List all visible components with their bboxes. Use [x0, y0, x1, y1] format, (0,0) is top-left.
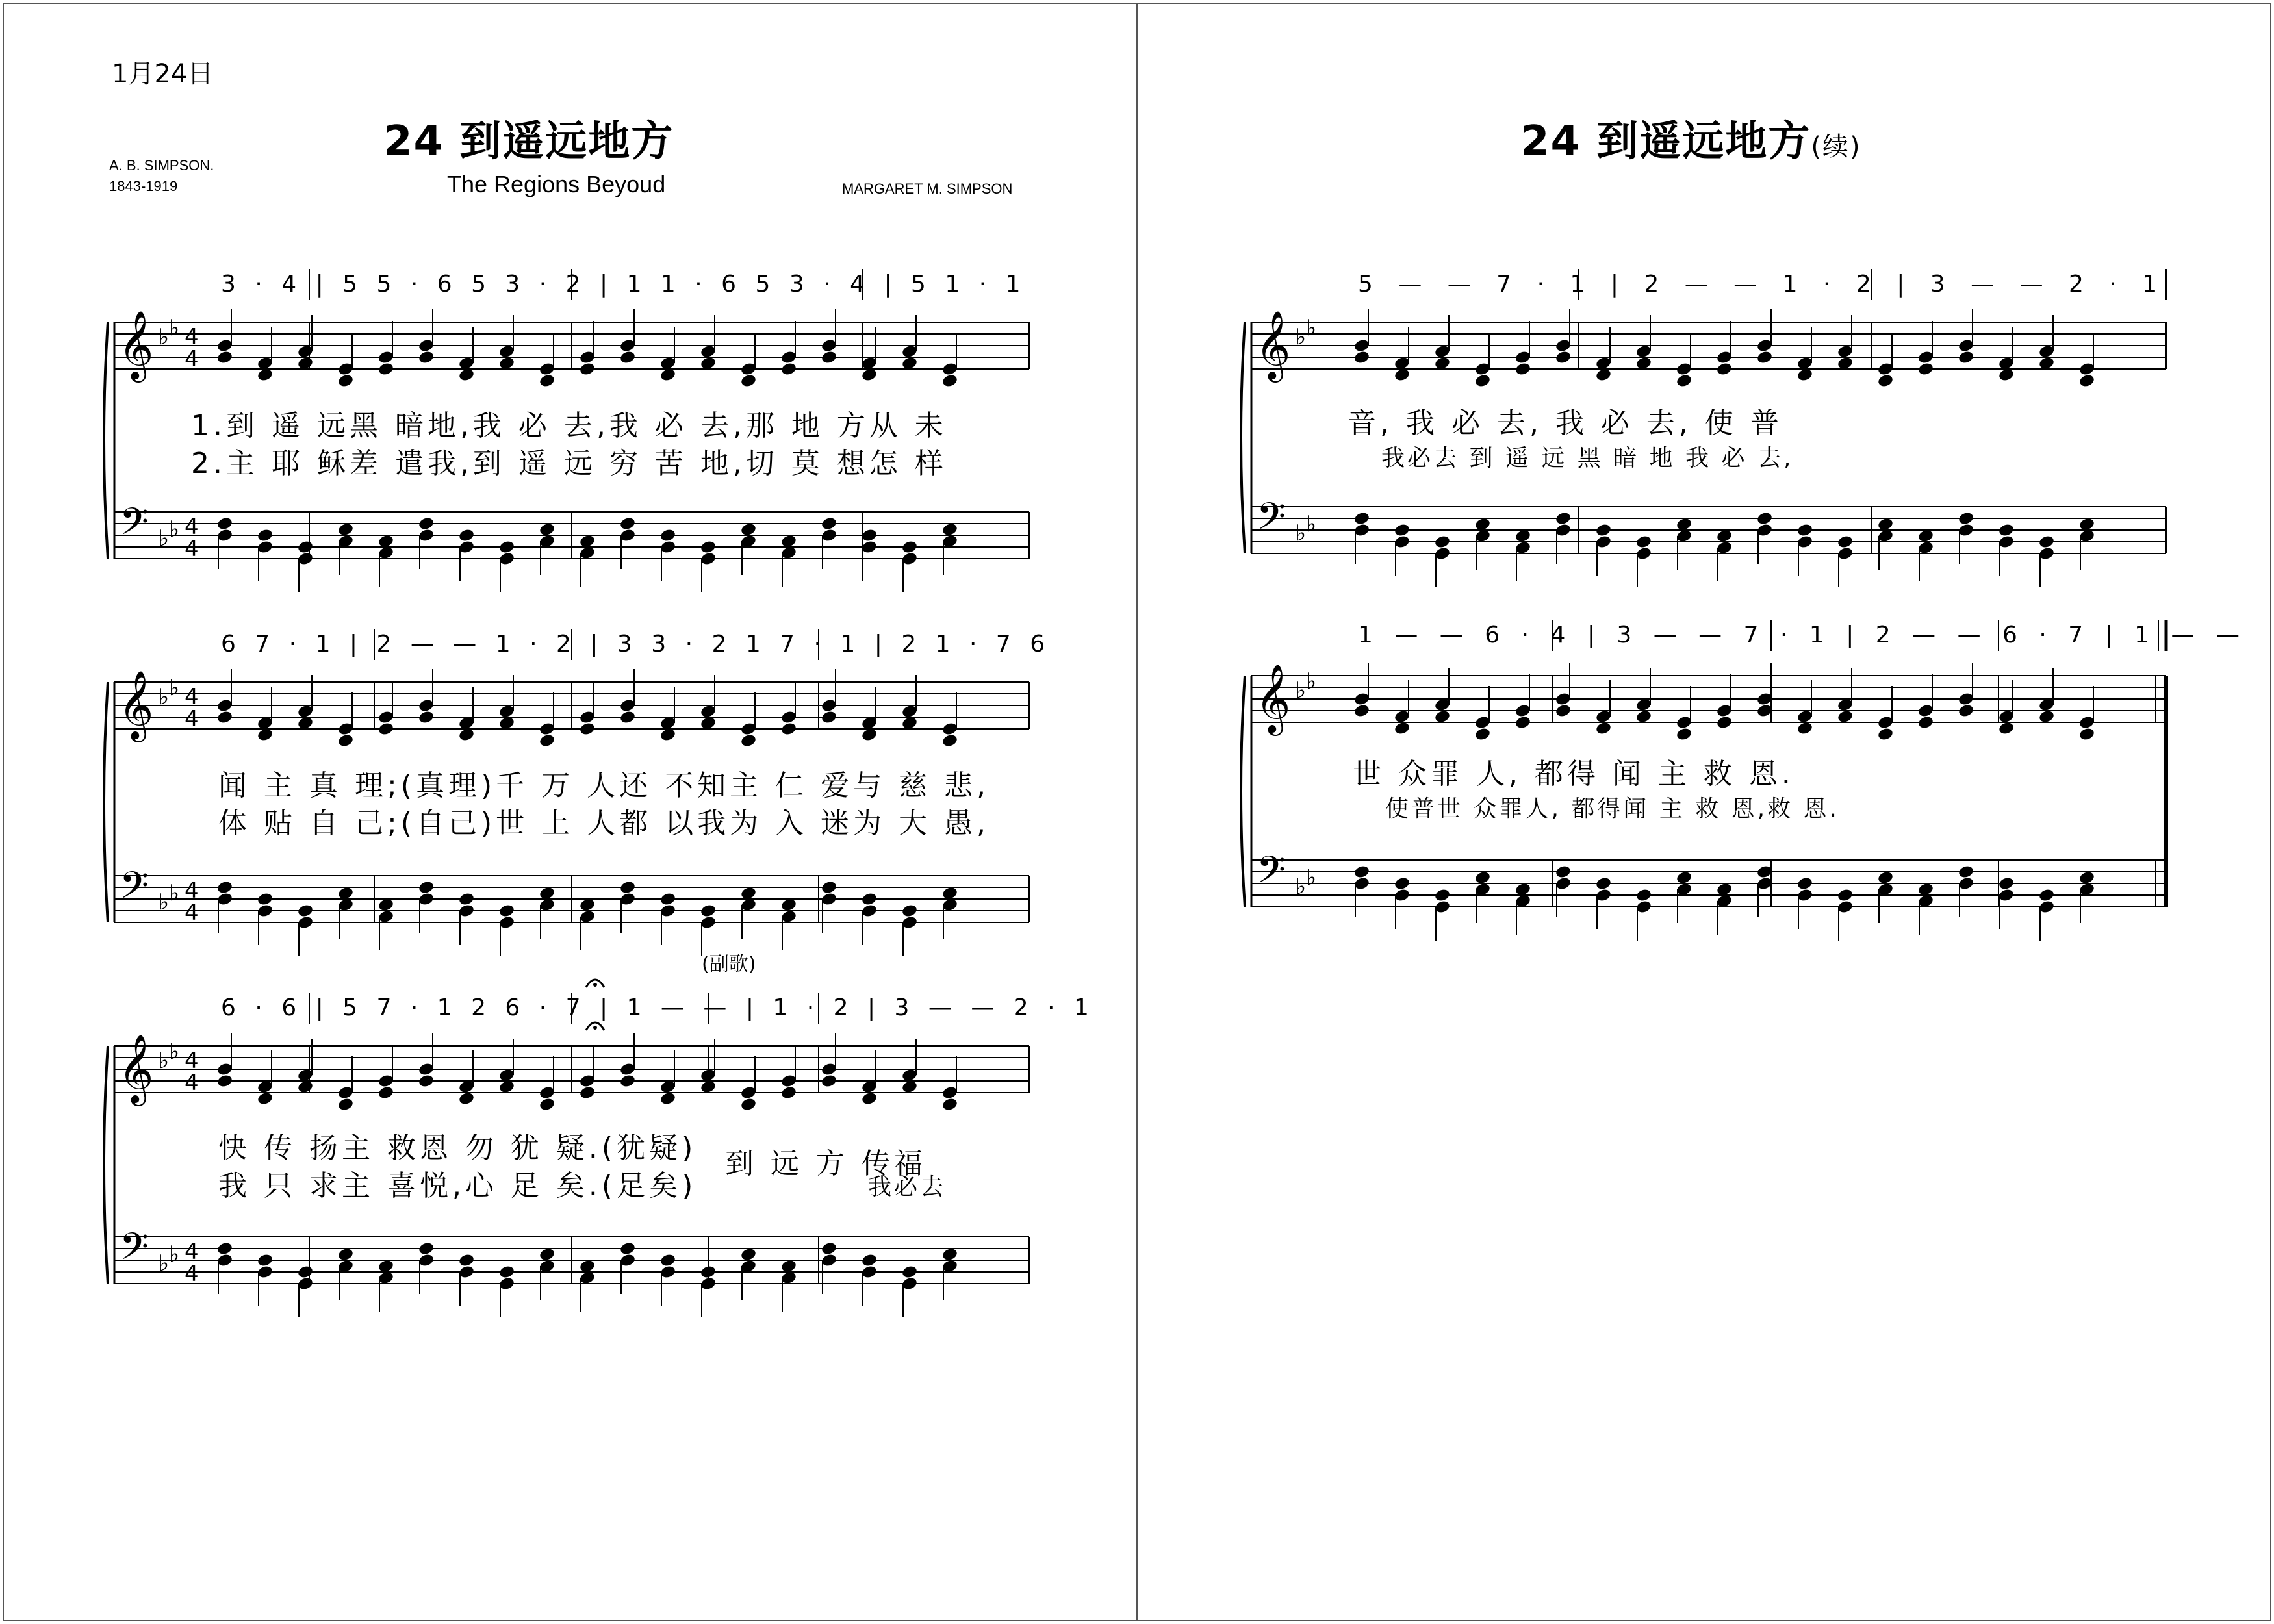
treble-notehead — [458, 1091, 475, 1106]
bass-notehead — [1353, 511, 1370, 526]
treble-notehead — [337, 1097, 354, 1112]
treble-notehead — [418, 710, 435, 725]
treble-notehead — [1796, 721, 1813, 736]
treble-notehead — [297, 356, 314, 371]
treble-notehead — [1796, 368, 1813, 383]
bass-notehead — [861, 892, 878, 907]
treble-notehead — [780, 1085, 797, 1100]
bass-notehead — [297, 904, 314, 919]
bass-notehead — [659, 892, 676, 907]
bass-notehead — [659, 1253, 676, 1268]
treble-notehead — [458, 368, 475, 383]
treble-notehead — [659, 368, 676, 383]
bass-notehead — [1353, 865, 1370, 880]
treble-notehead — [821, 710, 837, 725]
treble-notehead — [1756, 350, 1773, 365]
bass-notehead — [377, 534, 394, 549]
bass-notehead — [297, 540, 314, 555]
treble-notehead — [1837, 709, 1854, 724]
composer-name: MARGARET M. SIMPSON — [842, 181, 1013, 197]
bass-notehead — [579, 898, 596, 913]
treble-notehead — [1353, 704, 1370, 718]
treble-clef-icon: 𝄞 — [118, 670, 154, 739]
time-signature-bottom: 4 — [185, 706, 199, 732]
treble-notehead — [1595, 368, 1612, 383]
numbered-line-l3: 6 · 6 | 5 7 · 1 2 6 · 7 | 1 — — | 1 · 2 | 3 — — 2 · 1 — [221, 995, 1089, 1021]
treble-notehead — [1917, 362, 1934, 377]
bass-notehead — [1917, 882, 1934, 897]
system-brace — [104, 1046, 108, 1284]
bass-notehead — [297, 1265, 314, 1280]
flat-icon: ♭ — [169, 315, 180, 341]
treble-notehead — [458, 728, 475, 742]
treble-notehead — [2038, 356, 2055, 371]
bass-notehead — [1555, 511, 1572, 526]
flat-icon: ♭ — [1306, 668, 1317, 694]
flat-icon: ♭ — [169, 880, 180, 906]
bass-notehead — [740, 886, 757, 901]
bass-notehead — [780, 898, 797, 913]
fermata-dot — [593, 1026, 597, 1030]
flat-icon: ♭ — [159, 1048, 170, 1074]
treble-notehead — [941, 1097, 958, 1112]
system-brace — [104, 682, 108, 922]
lyrics-l3-chorus: 到 远 方 传福 — [725, 1147, 926, 1180]
bass-notehead — [1635, 888, 1652, 903]
bass-notehead — [901, 904, 918, 919]
bass-notehead — [1595, 876, 1612, 891]
bass-notehead — [2038, 888, 2055, 903]
bass-notehead — [1595, 523, 1612, 538]
lyrics-l1-verse1: 1.到 遥 远黑 暗地,我 必 去,我 必 去,那 地 方从 未 — [191, 409, 947, 442]
bass-notehead — [2038, 535, 2055, 550]
bass-notehead — [821, 880, 837, 895]
treble-notehead — [337, 733, 354, 748]
bass-notehead — [1958, 865, 1974, 880]
treble-notehead — [216, 1074, 233, 1089]
treble-notehead — [901, 716, 918, 731]
bass-clef-icon: 𝄢 — [1257, 494, 1286, 548]
treble-notehead — [780, 722, 797, 737]
bass-notehead — [1877, 517, 1894, 532]
treble-notehead — [1917, 715, 1934, 730]
bass-notehead — [498, 904, 515, 919]
bass-notehead — [1394, 523, 1411, 538]
flat-icon: ♭ — [169, 1039, 180, 1065]
fermata-dot — [593, 983, 597, 987]
bass-notehead — [418, 1241, 435, 1256]
bass-notehead — [458, 528, 475, 543]
hymn-title-right-text: 24 到遥远地方 — [1520, 118, 1811, 166]
bass-notehead — [1676, 870, 1693, 885]
bass-notehead — [1837, 535, 1854, 550]
treble-notehead — [861, 1091, 878, 1106]
flat-icon: ♭ — [159, 1250, 170, 1276]
bass-clef-icon: 𝄢 — [120, 863, 149, 917]
bass-notehead — [458, 892, 475, 907]
bass-notehead — [1796, 876, 1813, 891]
flat-icon: ♭ — [169, 516, 180, 542]
bass-notehead — [1716, 529, 1733, 544]
treble-notehead — [377, 1085, 394, 1100]
treble-notehead — [700, 716, 717, 731]
lyrics-l3-chorus-alto: 我必去 — [868, 1174, 947, 1200]
treble-notehead — [1434, 356, 1451, 371]
time-signature-top: 4 — [185, 1239, 199, 1265]
time-signature-top: 4 — [185, 324, 199, 350]
treble-notehead — [498, 1080, 515, 1095]
treble-notehead — [1716, 362, 1733, 377]
bass-notehead — [1877, 870, 1894, 885]
bass-notehead — [579, 1259, 596, 1274]
treble-notehead — [619, 710, 636, 725]
bass-notehead — [941, 522, 958, 537]
treble-notehead — [901, 356, 918, 371]
treble-notehead — [2078, 374, 2095, 388]
treble-notehead — [337, 374, 354, 388]
bass-notehead — [821, 516, 837, 531]
bass-notehead — [941, 886, 958, 901]
treble-notehead — [740, 1097, 757, 1112]
treble-notehead — [941, 374, 958, 388]
treble-notehead — [377, 362, 394, 377]
bass-notehead — [1998, 876, 2015, 891]
bass-notehead — [1796, 523, 1813, 538]
treble-notehead — [1676, 727, 1693, 742]
flat-icon: ♭ — [169, 1241, 180, 1267]
lyrics-l1-verse2: 2.主 耶 稣差 遣我,到 遥 远 穷 苦 地,切 莫 想怎 样 — [191, 447, 947, 480]
bass-notehead — [700, 1265, 717, 1280]
bass-notehead — [216, 1241, 233, 1256]
treble-notehead — [659, 728, 676, 742]
hymn-subtitle: The Regions Beyoud — [447, 171, 666, 197]
bass-notehead — [458, 1253, 475, 1268]
bass-notehead — [780, 1259, 797, 1274]
bass-notehead — [659, 528, 676, 543]
system-brace — [1241, 322, 1245, 553]
continued-label: (续) — [1811, 132, 1861, 162]
numbered-line-r2: 1 — — 6 · 4 | 3 — — 7 · 1 | 2 — — 6 · 7 | 1 — — — [1358, 622, 2240, 648]
bass-notehead — [2078, 870, 2095, 885]
bass-clef-icon: 𝄢 — [1257, 848, 1286, 901]
time-signature-bottom: 4 — [185, 536, 199, 562]
treble-notehead — [297, 716, 314, 731]
treble-notehead — [579, 362, 596, 377]
bass-clef-icon: 𝄢 — [120, 500, 149, 553]
bass-notehead — [1756, 511, 1773, 526]
bass-notehead — [579, 534, 596, 549]
flat-icon: ♭ — [159, 889, 170, 915]
treble-notehead — [2078, 727, 2095, 742]
treble-notehead — [821, 350, 837, 365]
treble-clef-icon: 𝄞 — [118, 1034, 154, 1103]
treble-clef-icon: 𝄞 — [1255, 310, 1291, 379]
hymn-date: 1月24日 — [112, 59, 214, 89]
bass-notehead — [901, 540, 918, 555]
treble-notehead — [1635, 709, 1652, 724]
bass-notehead — [1837, 888, 1854, 903]
treble-notehead — [579, 722, 596, 737]
flat-icon: ♭ — [1296, 520, 1307, 546]
time-signature-top: 4 — [185, 684, 199, 710]
bass-notehead — [821, 1241, 837, 1256]
bass-notehead — [216, 880, 233, 895]
bass-notehead — [337, 1247, 354, 1262]
numbered-line-r1: 5 — — 7 · 1 | 2 — — 1 · 2 | 3 — — 2 · 1 — [1358, 271, 2158, 298]
treble-notehead — [498, 716, 515, 731]
numbered-line-l1: 3 · 4 | 5 5 · 6 5 3 · 2 | 1 1 · 6 5 3 · 4 | 5 1 · 1 — [221, 271, 1021, 298]
treble-notehead — [1555, 704, 1572, 718]
bass-notehead — [1917, 529, 1934, 544]
treble-notehead — [257, 368, 274, 383]
bass-notehead — [1474, 517, 1491, 532]
treble-notehead — [700, 1080, 717, 1095]
bass-notehead — [901, 1265, 918, 1280]
bass-notehead — [539, 886, 556, 901]
bass-notehead — [1434, 535, 1451, 550]
flat-icon: ♭ — [159, 526, 170, 552]
treble-notehead — [861, 368, 878, 383]
flat-icon: ♭ — [169, 675, 180, 701]
system-brace — [1241, 676, 1245, 907]
lyrics-l3-verse2: 我 只 求主 喜悦,心 足 矣.(足矣) — [218, 1169, 697, 1202]
treble-notehead — [1474, 374, 1491, 388]
flat-icon: ♭ — [159, 684, 170, 710]
treble-notehead — [1958, 350, 1974, 365]
treble-notehead — [901, 1080, 918, 1095]
bass-notehead — [1514, 882, 1531, 897]
treble-notehead — [297, 1080, 314, 1095]
system-brace — [104, 322, 108, 559]
bass-notehead — [498, 540, 515, 555]
flat-icon: ♭ — [1296, 324, 1307, 350]
bass-notehead — [740, 1247, 757, 1262]
treble-notehead — [257, 1091, 274, 1106]
bass-notehead — [941, 1247, 958, 1262]
treble-notehead — [216, 350, 233, 365]
bass-notehead — [740, 522, 757, 537]
treble-notehead — [780, 362, 797, 377]
treble-notehead — [740, 374, 757, 388]
bass-notehead — [418, 880, 435, 895]
bass-notehead — [1434, 888, 1451, 903]
treble-clef-icon: 𝄞 — [1255, 663, 1291, 733]
flat-icon: ♭ — [159, 324, 170, 350]
treble-notehead — [2038, 709, 2055, 724]
treble-notehead — [1958, 704, 1974, 718]
time-signature-bottom: 4 — [185, 900, 199, 926]
flat-icon: ♭ — [1306, 315, 1317, 341]
bass-notehead — [619, 516, 636, 531]
author-dates: 1843-1919 — [109, 178, 178, 194]
bass-notehead — [377, 1259, 394, 1274]
bass-notehead — [700, 540, 717, 555]
bass-notehead — [1394, 876, 1411, 891]
bass-notehead — [377, 898, 394, 913]
treble-notehead — [941, 733, 958, 748]
bass-notehead — [861, 1253, 878, 1268]
treble-notehead — [1676, 374, 1693, 388]
lyrics-r2-soprano: 世 众罪 人, 都得 闻 主 救 恩. — [1353, 757, 1795, 791]
treble-notehead — [1353, 350, 1370, 365]
treble-notehead — [539, 1097, 556, 1112]
lyrics-l3-verse1: 快 传 扬主 救恩 勿 犹 疑.(犹疑) — [218, 1132, 697, 1165]
bass-notehead — [337, 886, 354, 901]
author-name: A. B. SIMPSON. — [109, 157, 214, 173]
hymn-title-left: 24 到遥远地方 — [383, 118, 674, 166]
flat-icon: ♭ — [1296, 874, 1307, 900]
treble-notehead — [418, 350, 435, 365]
treble-notehead — [1474, 727, 1491, 742]
bass-notehead — [780, 534, 797, 549]
bass-notehead — [257, 892, 274, 907]
treble-notehead — [619, 1074, 636, 1089]
time-signature-bottom: 4 — [185, 1070, 199, 1096]
flat-icon: ♭ — [1296, 678, 1307, 704]
lyrics-r2-alto: 使普世 众罪人, 都得闻 主 救 恩,救 恩. — [1385, 796, 1839, 822]
treble-notehead — [539, 374, 556, 388]
flat-icon: ♭ — [1306, 865, 1317, 891]
treble-notehead — [1877, 374, 1894, 388]
treble-notehead — [1716, 715, 1733, 730]
flat-icon: ♭ — [1306, 511, 1317, 537]
bass-notehead — [216, 516, 233, 531]
bass-clef-icon: 𝄢 — [120, 1224, 149, 1278]
treble-notehead — [659, 1091, 676, 1106]
treble-notehead — [377, 722, 394, 737]
treble-notehead — [1998, 721, 2015, 736]
treble-notehead — [1514, 362, 1531, 377]
lyrics-l2-verse2: 体 贴 自 己;(自己)世 上 人都 以我为 入 迷为 大 愚, — [218, 807, 990, 840]
treble-notehead — [1998, 368, 2015, 383]
bass-notehead — [539, 522, 556, 537]
lyrics-r1-soprano: 音, 我 必 去, 我 必 去, 使 普 — [1348, 407, 1783, 440]
bass-notehead — [700, 904, 717, 919]
treble-notehead — [1555, 350, 1572, 365]
lyrics-r1-alto: 我必去 到 遥 远 黑 暗 地 我 必 去, — [1381, 445, 1794, 472]
numbered-line-l2: 6 7 · 1 | 2 — — 1 · 2 | 3 3 · 2 1 7 · 1 | 2 1 · 7 6 — [221, 631, 1045, 657]
treble-notehead — [740, 733, 757, 748]
lyrics-l2-verse1: 闻 主 真 理;(真理)千 万 人还 不知主 仁 爱与 慈 悲, — [218, 769, 990, 802]
bass-notehead — [619, 880, 636, 895]
treble-notehead — [700, 356, 717, 371]
bass-notehead — [1635, 535, 1652, 550]
bass-notehead — [418, 516, 435, 531]
treble-notehead — [1394, 368, 1411, 383]
bass-notehead — [1555, 865, 1572, 880]
bass-notehead — [1716, 882, 1733, 897]
treble-notehead — [539, 733, 556, 748]
treble-notehead — [1837, 356, 1854, 371]
time-signature-top: 4 — [185, 1048, 199, 1074]
treble-notehead — [1595, 721, 1612, 736]
treble-notehead — [619, 350, 636, 365]
treble-notehead — [1877, 727, 1894, 742]
bass-notehead — [498, 1265, 515, 1280]
bass-notehead — [257, 1253, 274, 1268]
treble-notehead — [216, 710, 233, 725]
treble-notehead — [1514, 715, 1531, 730]
bass-notehead — [539, 1247, 556, 1262]
treble-notehead — [1394, 721, 1411, 736]
time-signature-bottom: 4 — [185, 346, 199, 372]
time-signature-bottom: 4 — [185, 1261, 199, 1287]
bass-notehead — [1958, 511, 1974, 526]
treble-notehead — [498, 356, 515, 371]
bass-notehead — [1676, 517, 1693, 532]
bass-notehead — [337, 522, 354, 537]
treble-clef-icon: 𝄞 — [118, 310, 154, 379]
treble-notehead — [579, 1085, 596, 1100]
treble-notehead — [821, 1074, 837, 1089]
bass-notehead — [257, 528, 274, 543]
bass-notehead — [1998, 523, 2015, 538]
bass-notehead — [619, 1241, 636, 1256]
time-signature-top: 4 — [185, 878, 199, 904]
treble-notehead — [1635, 356, 1652, 371]
treble-notehead — [257, 728, 274, 742]
bass-notehead — [2078, 517, 2095, 532]
bass-notehead — [1514, 529, 1531, 544]
chorus-label: (副歌) — [702, 953, 756, 976]
time-signature-top: 4 — [185, 514, 199, 540]
treble-notehead — [418, 1074, 435, 1089]
treble-notehead — [1434, 709, 1451, 724]
treble-notehead — [861, 728, 878, 742]
bass-notehead — [1474, 870, 1491, 885]
